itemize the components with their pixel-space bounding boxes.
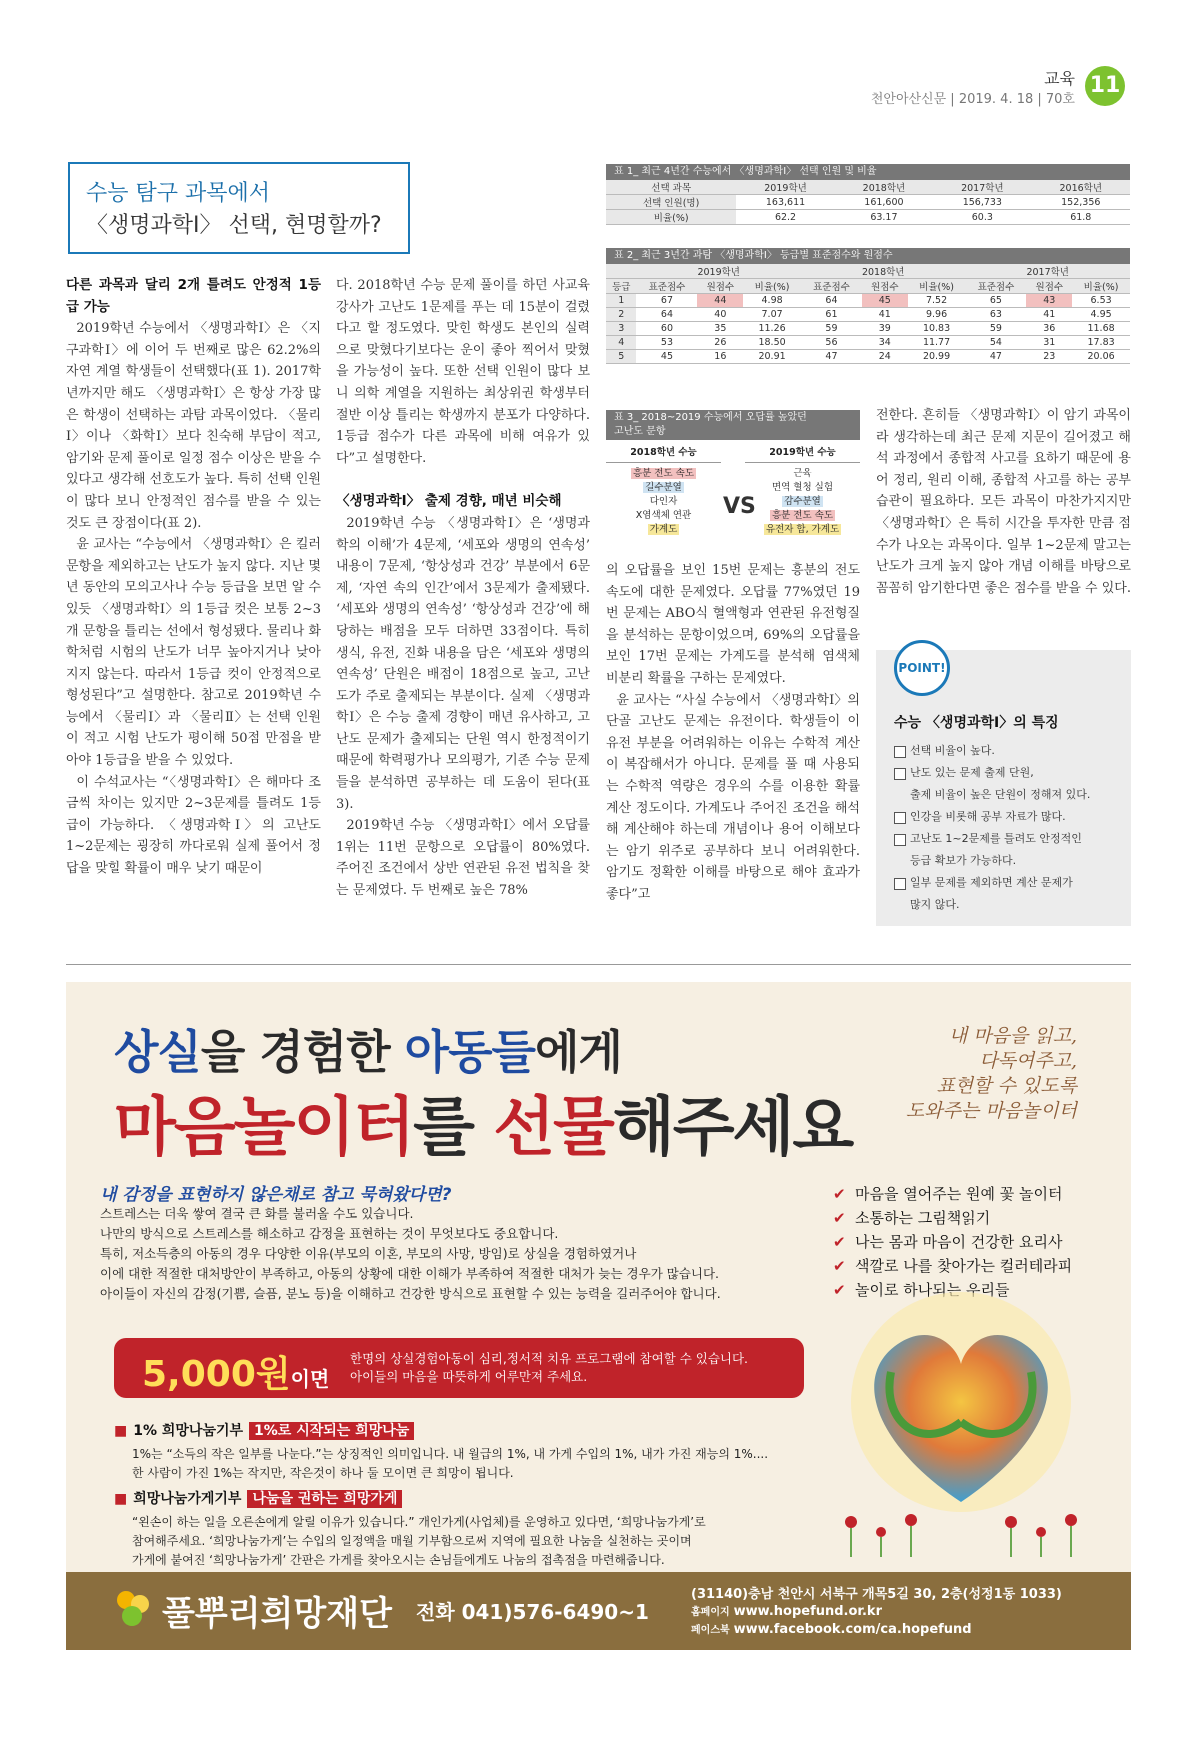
table-cell: 61.8 xyxy=(1032,210,1130,225)
checkmark-item: ✔ 마음을 열어주는 원예 꽃 놀이터 xyxy=(833,1182,1113,1206)
foundation-facebook xyxy=(691,1621,1062,1639)
table-cell: 64 xyxy=(636,308,697,322)
article-paragraph: 2019학년 수능에서 〈생명과학Ⅰ〉은 〈지구과학Ⅰ〉에 이어 두 번째로 많은 62.2%의 자연 계열 학생들이 선택했다(표 1). 2017학년까지만 해도 〈생명과학Ⅰ〉은 항상 가장 많은 학생이 선택하는 과탐 과목이었다. 〈물리Ⅰ〉이나 〈화학Ⅰ〉보다 친숙해 부담이 적고, 암기와 문제 풀이로 일정 점수 이상은 받을 수 있다고 생각해 선호도가 높다. 특히 선택 인원이 많다 보니 안정적인 점수를 받을 수 있는 것도 큰 장점이다(표 2). xyxy=(66,321,321,531)
list-item-text: 감수분열 xyxy=(784,496,821,507)
ad-body-line: 아이들이 자신의 감정(기쁨, 슬픔, 분노 등)을 이해하고 건강한 방식으로 표현할 수 있는 능력을 길러주어야 합니다. xyxy=(100,1286,721,1301)
table-cell: 56 xyxy=(801,336,862,350)
table-header-cell: 2019학년 xyxy=(636,264,800,279)
ad-body-line: 특히, 저소득층의 아동의 경우 다양한 이유(부모의 이혼, 부모의 사망, 방임)로 상실을 경험하였거나 xyxy=(100,1246,637,1261)
table-3 xyxy=(606,410,860,570)
ad-question: 내 감정을 표현하지 않은채로 참고 묵혀왔다면? xyxy=(100,1185,452,1205)
list-item-text: 다인자 xyxy=(649,496,678,507)
ad-headline-part: 아동들 xyxy=(404,1025,535,1079)
article-column-2 xyxy=(336,275,590,902)
table-header-cell: 2018학년 xyxy=(835,180,933,195)
table-2-title: 표 2_ 최근 3년간 과탐 〈생명과학Ⅰ〉 등급별 표준점수와 원점수 xyxy=(606,248,1130,264)
table-cell: 61 xyxy=(801,308,862,322)
table-cell: 65 xyxy=(965,294,1026,308)
donation-banner xyxy=(114,1338,804,1398)
list-item xyxy=(606,509,721,523)
ad-headline-part: 을 경험한 xyxy=(200,1025,405,1079)
table-row xyxy=(606,308,1130,322)
table-header-row xyxy=(606,180,1130,195)
table-header-cell: 2019학년 xyxy=(736,180,834,195)
table-cell: 59 xyxy=(801,322,862,336)
table-cell: 47 xyxy=(801,350,862,364)
table-cell: 59 xyxy=(965,322,1026,336)
table-3-left xyxy=(606,440,721,537)
ad-body xyxy=(100,1204,840,1304)
table-cell: 35 xyxy=(697,322,743,336)
table-3-title xyxy=(606,410,860,440)
heart-illustration xyxy=(811,1282,1111,1562)
section-body-line: 참여해주세요. ‘희망나눔가게’는 수입의 일정액을 매월 기부함으로써 지역에 필요한 나눔을 실천하는 곳이며 xyxy=(132,1534,692,1548)
table-cell: 11.68 xyxy=(1072,322,1130,336)
table-header-row xyxy=(606,279,1130,294)
point-badge: POINT! xyxy=(894,640,950,696)
page-header xyxy=(765,60,1125,110)
table-cell: 7.07 xyxy=(743,308,801,322)
table-cell: 7.52 xyxy=(908,294,966,308)
ad-quote-line: 다독여주고, xyxy=(979,1050,1077,1072)
section-divider xyxy=(66,964,1131,965)
list-item-text: 길수분열 xyxy=(645,482,682,493)
table-header-cell: 2017학년 xyxy=(933,180,1031,195)
table-cell: 비율(%) xyxy=(606,210,736,225)
checkbox-item: 난도 있는 문제 출제 단원, xyxy=(894,762,1124,784)
table-cell: 60.3 xyxy=(933,210,1031,225)
table-cell: 4.95 xyxy=(1072,308,1130,322)
homepage-label: 홈페이지 xyxy=(691,1607,730,1618)
table-header-cell: 원점수 xyxy=(862,279,908,294)
article-column-1 xyxy=(66,275,321,880)
table-year-row xyxy=(606,264,1130,279)
donation-amount-suffix: 이면 xyxy=(290,1367,330,1391)
table-cell: 20.06 xyxy=(1072,350,1130,364)
list-item-text: X염색체 연관 xyxy=(635,510,692,521)
list-item-text: 가계도 xyxy=(649,524,678,535)
table-header-cell: 2016학년 xyxy=(1032,180,1130,195)
table-cell: 2 xyxy=(606,308,636,322)
ad-headline-1 xyxy=(114,1016,622,1082)
section-title: ■ 희망나눔가게기부 나눔을 권하는 희망가게 xyxy=(114,1490,834,1509)
list-item xyxy=(606,481,721,495)
article-subhead-2: 〈생명과학Ⅰ〉 출제 경향, 매년 비슷해 xyxy=(336,493,562,510)
point-box xyxy=(876,650,1131,926)
table-row xyxy=(606,210,1130,225)
table-cell: 62.2 xyxy=(736,210,834,225)
table-header-cell: 2017학년 xyxy=(965,264,1130,279)
table-cell: 45 xyxy=(862,294,908,308)
donation-section-1 xyxy=(114,1422,834,1483)
list-item xyxy=(606,495,721,509)
table-cell: 156,733 xyxy=(933,195,1031,210)
table-cell: 11.26 xyxy=(743,322,801,336)
facebook-link[interactable]: www.facebook.com/ca.hopefund xyxy=(733,1622,972,1637)
checkbox-item-continued: 출제 비율이 높은 단원이 정해져 있다. xyxy=(910,788,1091,801)
list-item xyxy=(745,467,860,481)
ad-headline-part: 선물 xyxy=(493,1091,613,1165)
table-3-right xyxy=(745,440,860,537)
table-3-right-head: 2019학년 수능 xyxy=(745,440,860,463)
foundation-contact xyxy=(691,1586,1062,1639)
table-3-title-line1: 표 3_ 2018~2019 수능에서 오답률 높았던 xyxy=(614,412,807,423)
donation-amount xyxy=(142,1346,329,1397)
table-header-cell: 비율(%) xyxy=(743,279,801,294)
article-subhead-1: 다른 과목과 달리 2개 틀려도 안정적 1등급 가능 xyxy=(66,277,321,315)
headline-line1: 수능 탐구 과목에서 xyxy=(86,181,271,206)
table-cell: 60 xyxy=(636,322,697,336)
section-title: ■ 1% 희망나눔기부 1%로 시작되는 희망나눔 xyxy=(114,1422,834,1441)
ad-quote-line: 표현할 수 있도록 xyxy=(936,1075,1077,1097)
checkbox-item-continued: 등급 확보가 가능하다. xyxy=(910,854,1017,867)
foundation-phone: 전화 041)576-6490~1 xyxy=(416,1600,649,1624)
table-header-cell: 등급 xyxy=(606,279,636,294)
advertisement xyxy=(66,982,1131,1650)
foundation-homepage xyxy=(691,1603,1062,1621)
foundation-address: (31140)충남 천안시 서북구 개목5길 30, 2층(성정1동 1033) xyxy=(691,1587,1062,1602)
table-cell: 40 xyxy=(697,308,743,322)
table-cell: 36 xyxy=(1026,322,1072,336)
table-header-cell: 표준점수 xyxy=(636,279,697,294)
ad-quote-line: 내 마음을 읽고, xyxy=(948,1025,1077,1047)
table-header-cell: 표준점수 xyxy=(965,279,1026,294)
table-1-grid xyxy=(606,180,1130,225)
banner-line: 한명의 상실경험아동이 심리,정서적 치유 프로그램에 참여할 수 있습니다. xyxy=(350,1351,749,1366)
table-cell: 53 xyxy=(636,336,697,350)
table-cell: 47 xyxy=(965,350,1026,364)
table-header-cell: 표준점수 xyxy=(801,279,862,294)
ad-body-line: 이에 대한 적절한 대처방안이 부족하고, 아동의 상황에 대한 이해가 부족하여 적절한 대처가 늦는 경우가 많습니다. xyxy=(100,1266,720,1281)
list-item xyxy=(745,481,860,495)
list-item xyxy=(606,523,721,537)
donation-banner-text xyxy=(350,1350,748,1386)
section-body-line: 가게에 붙여진 ‘희망나눔가게’ 간판은 가게를 찾아오시는 손님들에게도 나눔의 접촉점을 마련해줍니다. xyxy=(132,1553,665,1567)
issue-meta: 천안아산신문 | 2019. 4. 18 | 70호 xyxy=(870,92,1075,107)
section-tag: 1%로 시작되는 희망나눔 xyxy=(249,1422,414,1440)
list-item xyxy=(745,523,860,537)
table-cell: 152,356 xyxy=(1032,195,1130,210)
table-header-cell xyxy=(606,264,636,279)
article-paragraph: 이 수석교사는 “〈생명과학Ⅰ〉은 해마다 조금씩 차이는 있지만 2~3문제를 틀려도 1등급이 가능하다. 〈생명과학Ⅰ〉의 고난도 1~2문제는 굉장히 까다로워 실제 풀어서 정답을 맞힐 확률이 매우 낮기 때문이 xyxy=(66,774,321,877)
article-paragraph: 2019학년 수능 〈생명과학Ⅰ〉은 ‘생명과학의 이해’가 4문제, ‘세포와 생명의 연속성’ 내용이 7문제, ‘항상성과 건강’ 부분에서 6문제, ‘자연 속의 인간’에서 3문제가 출제됐다. ‘세포와 생명의 연속성’ ‘항상성과 건강’에 해당하는 배점을 모두 더하면 33점이다. 특히 생식, 유전, 진화 내용을 담은 ‘세포와 생명의 연속성’ 단원은 배점이 18점으로 높고, 고난도가 주로 출제되는 부분이다. 실제 〈생명과학Ⅰ〉은 수능 출제 경향이 매년 유사하고, 고난도 문제가 출제되는 단원 역시 한정적이기 때문에 학력평가나 모의평가, 기존 수능 문제들을 분석하면 공부하는 데 도움이 된다(표 3). xyxy=(336,515,590,812)
section-body-line: 한 사람이 가진 1%는 작지만, 작은것이 하나 둘 모이면 큰 희망이 됩니다. xyxy=(132,1466,514,1480)
article-column-4 xyxy=(876,405,1131,599)
table-row xyxy=(606,322,1130,336)
checkbox-item: 일부 문제를 제외하면 계산 문제가 xyxy=(894,872,1124,894)
homepage-link[interactable]: www.hopefund.or.kr xyxy=(733,1604,882,1619)
table-cell: 24 xyxy=(862,350,908,364)
table-3-body xyxy=(606,440,860,570)
table-2-grid xyxy=(606,264,1130,364)
table-1-title: 표 1_ 최근 4년간 수능에서 〈생명과학Ⅰ〉 선택 인원 및 비율 xyxy=(606,164,1130,180)
table-cell: 4 xyxy=(606,336,636,350)
ad-body-line: 스트레스는 더욱 쌓여 결국 큰 화를 불러올 수도 있습니다. xyxy=(100,1206,414,1221)
article-column-3 xyxy=(606,560,860,906)
list-item-text: 근육 xyxy=(793,468,812,479)
article-headline xyxy=(68,162,410,254)
table-header-cell: 비율(%) xyxy=(908,279,966,294)
banner-line: 아이들의 마음을 따뜻하게 어루만져 주세요. xyxy=(350,1369,588,1384)
checkmark-item: ✔ 놀이로 하나되는 우리들 xyxy=(833,1278,1113,1302)
table-cell: 18.50 xyxy=(743,336,801,350)
section-title-text: 희망나눔가게기부 xyxy=(133,1491,242,1507)
section-body xyxy=(114,1445,834,1483)
article-paragraph: 전한다. 흔히들 〈생명과학Ⅰ〉이 암기 과목이라 생각하는데 최근 문제 지문이 길어졌고 해석 과정에서 종합적 사고를 요하기 때문에 용어 정리, 원리 이해, 종합적 사고를 하는 공부 습관이 필요하다. 모든 과목이 마찬가지지만 〈생명과학Ⅰ〉은 특히 시간을 투자한 만큼 점수가 나오는 과목이다. 일부 1~2문제 말고는 난도가 크게 높지 않아 개념 이해를 바탕으로 꼼꼼히 암기한다면 좋은 점수를 받을 수 있다. xyxy=(876,408,1131,596)
ad-headline-part: 를 xyxy=(413,1091,494,1165)
table-cell: 34 xyxy=(862,336,908,350)
table-cell: 20.91 xyxy=(743,350,801,364)
table-cell: 5 xyxy=(606,350,636,364)
table-header-cell: 원점수 xyxy=(697,279,743,294)
list-item-text: 흥분 전도 속도 xyxy=(771,510,834,521)
table-cell: 10.83 xyxy=(908,322,966,336)
section-body-line: 1%는 “소득의 작은 일부를 나눈다.”는 상징적인 의미입니다. 내 월급의 1%, 내 가게 수입의 1%, 내가 가진 재능의 1%.... xyxy=(132,1447,769,1461)
table-cell: 163,611 xyxy=(736,195,834,210)
donation-section-2 xyxy=(114,1490,834,1570)
checkmark-item: ✔ 나는 몸과 마음이 건강한 요리사 xyxy=(833,1230,1113,1254)
ad-headline-2 xyxy=(114,1076,852,1168)
table-3-left-head: 2018학년 수능 xyxy=(606,440,721,463)
section-title-text: 1% 희망나눔기부 xyxy=(133,1423,244,1439)
donation-amount-value: 5,000원 xyxy=(142,1354,291,1395)
list-item xyxy=(606,467,721,481)
headline-line2: 〈생명과학Ⅰ〉 선택, 현명할까? xyxy=(86,213,382,238)
list-item-text: 유전자 합, 가계도 xyxy=(765,524,840,535)
table-cell: 64 xyxy=(801,294,862,308)
ad-headline-part: 마음놀이터 xyxy=(114,1091,414,1165)
vs-label: VS xyxy=(723,494,756,519)
checkmark-item: ✔ 소통하는 그림책읽기 xyxy=(833,1206,1113,1230)
checkmark-item: ✔ 색깔로 나를 찾아가는 컬러테라피 xyxy=(833,1254,1113,1278)
table-cell: 선택 인원(명) xyxy=(606,195,736,210)
ad-footer xyxy=(66,1572,1131,1650)
article-paragraph: 다. 2018학년 수능 문제 풀이를 하던 사교육 강사가 고난도 1문제를 푸는 데 15분이 걸렸다고 할 정도였다. 맞힌 학생도 본인의 실력으로 맞혔다기보다는 운이 좋아 찍어서 맞혔을 가능성이 높다. 또한 선택 인원이 많다 보니 의학 계열을 지원하는 최상위권 학생부터 절반 이상 틀리는 학생까지 분포가 다양하다. 1등급 점수가 다른 과목에 비해 여유가 있다”고 설명한다. xyxy=(336,278,590,466)
ad-quote xyxy=(887,1024,1077,1124)
table-cell: 26 xyxy=(697,336,743,350)
table-cell: 54 xyxy=(965,336,1026,350)
list-item-text: 면역 혈청 실험 xyxy=(771,482,834,493)
table-row xyxy=(606,294,1130,308)
table-row xyxy=(606,195,1130,210)
table-cell: 20.99 xyxy=(908,350,966,364)
foundation-logo-icon xyxy=(110,1586,154,1630)
table-cell: 17.83 xyxy=(1072,336,1130,350)
page-number-badge: 11 xyxy=(1085,66,1125,106)
table-cell: 63.17 xyxy=(835,210,933,225)
table-cell: 63 xyxy=(965,308,1026,322)
checkbox-item: 인강을 비롯해 공부 자료가 많다. xyxy=(894,806,1124,828)
table-cell: 9.96 xyxy=(908,308,966,322)
table-cell: 4.98 xyxy=(743,294,801,308)
checkbox-item: 선택 비율이 높다. xyxy=(894,740,1124,762)
table-cell: 44 xyxy=(697,294,743,308)
table-cell: 161,600 xyxy=(835,195,933,210)
table-cell: 1 xyxy=(606,294,636,308)
list-item xyxy=(745,495,860,509)
list-item xyxy=(745,509,860,523)
section-body-line: “왼손이 하는 일을 오른손에게 알릴 이유가 있습니다.” 개인가게(사업체)를 운영하고 있다면, ‘희망나눔가게’로 xyxy=(132,1515,706,1529)
checkbox-item: 고난도 1~2문제를 틀려도 안정적인 xyxy=(894,828,1124,850)
table-2 xyxy=(606,248,1130,364)
ad-headline-part: 에게 xyxy=(534,1025,622,1079)
ad-quote-line: 도와주는 마음놀이터 xyxy=(905,1100,1077,1122)
article-paragraph: 윤 교사는 “사실 수능에서 〈생명과학Ⅰ〉의 단골 고난도 문제는 유전이다. 학생들이 이 유전 부분을 어려워하는 이유는 수학적 계산이 복잡해서가 아니다. 문제를 풀 때 사용되는 수학적 역량은 경우의 수를 이용한 확률 계산 정도이다. 가계도나 주어진 조건을 해석해 계산해야 하는데 개념이나 용어 이해보다는 암기 위주로 공부하다 보니 어려워한다. 암기도 정확한 이해를 바탕으로 해야 효과가 좋다”고 xyxy=(606,692,860,902)
table-cell: 23 xyxy=(1026,350,1072,364)
article-paragraph: 윤 교사는 “수능에서 〈생명과학Ⅰ〉은 킬러 문항을 제외하고는 난도가 높지 않다. 지난 몇 년 동안의 모의고사나 수능 등급을 보면 알 수 있듯 〈생명과학Ⅰ〉의 1등급 컷은 보통 2~3개 문항을 틀리는 선에서 형성됐다. 물리나 화학처럼 시험의 난도가 너무 높아지거나 낮아지지 않는다. 따라서 1등급 컷이 안정적으로 형성된다”고 설명한다. 참고로 2019학년 수능에서 〈물리Ⅰ〉과 〈물리Ⅱ〉는 선택 인원이 적고 시험 난도가 평이해 50점 만점을 받아야 1등급을 받을 수 있었다. xyxy=(66,537,321,769)
section-tag: 나눔을 권하는 희망가게 xyxy=(247,1490,402,1508)
table-cell: 41 xyxy=(862,308,908,322)
table-cell: 39 xyxy=(862,322,908,336)
table-cell: 3 xyxy=(606,322,636,336)
table-1 xyxy=(606,164,1130,225)
table-row xyxy=(606,336,1130,350)
table-row xyxy=(606,350,1130,364)
table-header-cell: 비율(%) xyxy=(1072,279,1130,294)
table-cell: 41 xyxy=(1026,308,1072,322)
table-cell: 31 xyxy=(1026,336,1072,350)
ad-headline-part: 해주세요 xyxy=(612,1091,853,1165)
table-cell: 43 xyxy=(1026,294,1072,308)
facebook-label: 페이스북 xyxy=(691,1625,730,1636)
table-3-title-line2: 고난도 문항 xyxy=(614,426,666,437)
table-header-cell: 선택 과목 xyxy=(606,180,736,195)
table-cell: 16 xyxy=(697,350,743,364)
ad-body-line: 나만의 방식으로 스트레스를 해소하고 감정을 표현하는 것이 무엇보다도 중요합니다. xyxy=(100,1226,559,1241)
checkbox-item-continued: 많지 않다. xyxy=(910,898,960,911)
table-cell: 11.77 xyxy=(908,336,966,350)
section-body xyxy=(114,1513,834,1570)
foundation-name: 풀뿌리희망재단 xyxy=(162,1594,392,1634)
article-paragraph: 의 오답률을 보인 15번 문제는 흥분의 전도 속도에 대한 문제였다. 오답률 77%였던 19번 문제는 ABO식 혈액형과 연관된 유전형질을 분석하는 문항이었으며, 69%의 오답률을 보인 17번 문제는 가계도를 분석해 염색체 비분리 확률을 구하는 문제였다. xyxy=(606,563,860,686)
table-cell: 45 xyxy=(636,350,697,364)
table-cell: 67 xyxy=(636,294,697,308)
section-label: 교육 xyxy=(1044,69,1075,88)
table-2-body xyxy=(606,294,1130,364)
point-list xyxy=(894,740,1124,916)
table-cell: 6.53 xyxy=(1072,294,1130,308)
table-header-cell: 원점수 xyxy=(1026,279,1072,294)
point-title: 수능 〈생명과학Ⅰ〉의 특징 xyxy=(894,715,1059,731)
ad-headline-part: 상실 xyxy=(114,1025,201,1079)
table-header-cell: 2018학년 xyxy=(801,264,965,279)
article-paragraph: 2019학년 수능 〈생명과학Ⅰ〉에서 오답률 1위는 11번 문항으로 오답률이 80%였다. 주어진 조건에서 상반 연관된 유전 법칙을 찾는 문제였다. 두 번째로 높은 78% xyxy=(336,818,590,899)
list-item-text: 흥분 전도 속도 xyxy=(632,468,695,479)
